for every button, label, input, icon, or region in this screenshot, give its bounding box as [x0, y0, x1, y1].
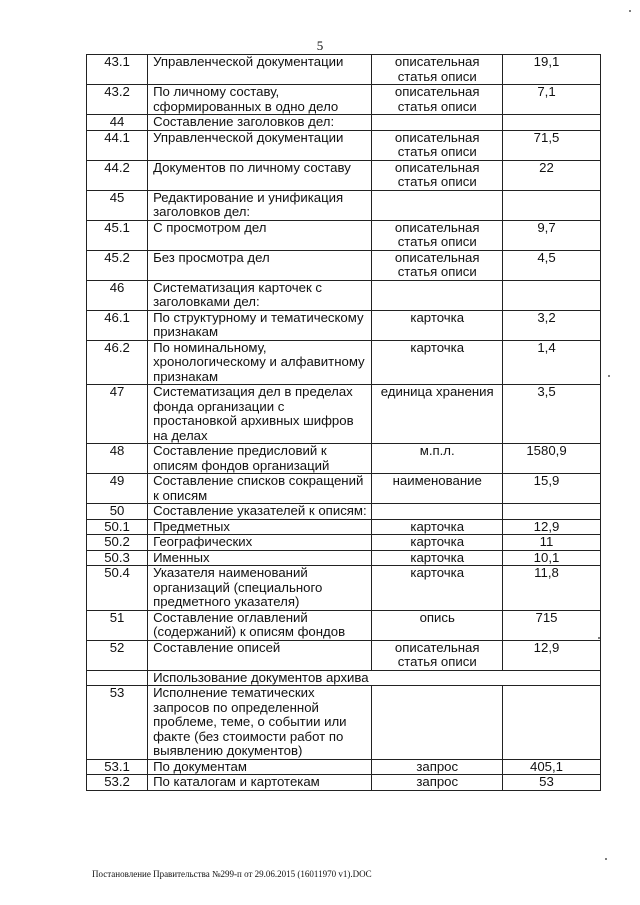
- work-title: Составление указателей к описям:: [148, 504, 372, 520]
- table-body: [87, 55, 601, 791]
- work-title: По каталогам и картотекам: [148, 775, 372, 791]
- measurement-unit: [372, 280, 503, 310]
- norm-value: 12,9: [503, 519, 601, 535]
- measurement-unit: описательная статья описи: [372, 250, 503, 280]
- table-row: [87, 190, 601, 220]
- work-title: Именных: [148, 550, 372, 566]
- norm-value: 7,1: [503, 85, 601, 115]
- work-title: Исполнение тематических запросов по определенной проблеме, теме, о событии или факте (без стоимости работ по выявлению документов): [148, 686, 372, 760]
- table-row: [87, 640, 601, 670]
- work-title: По структурному и тематическому признакам: [148, 310, 372, 340]
- measurement-unit: наименование: [372, 474, 503, 504]
- norm-value: [503, 190, 601, 220]
- row-number: 49: [87, 474, 148, 504]
- work-title: Предметных: [148, 519, 372, 535]
- row-number: 50.2: [87, 535, 148, 551]
- row-number: 50.4: [87, 566, 148, 611]
- measurement-unit: [372, 686, 503, 760]
- scan-speck: [629, 10, 631, 12]
- section-title: Использование документов архива: [148, 670, 601, 686]
- work-title: По документам: [148, 759, 372, 775]
- norm-value: 3,2: [503, 310, 601, 340]
- measurement-unit: запрос: [372, 759, 503, 775]
- norm-value: [503, 115, 601, 131]
- norm-value: 19,1: [503, 55, 601, 85]
- norm-value: 22: [503, 160, 601, 190]
- row-number: 53: [87, 686, 148, 760]
- norm-value: [503, 504, 601, 520]
- table-row: [87, 340, 601, 385]
- table-row: [87, 220, 601, 250]
- norm-value: [503, 280, 601, 310]
- measurement-unit: карточка: [372, 310, 503, 340]
- table-row: [87, 550, 601, 566]
- work-title: По номинальному, хронологическому и алфавитному признакам: [148, 340, 372, 385]
- measurement-unit: описательная статья описи: [372, 220, 503, 250]
- measurement-unit: описательная статья описи: [372, 130, 503, 160]
- measurement-unit: описательная статья описи: [372, 160, 503, 190]
- norm-value: 1,4: [503, 340, 601, 385]
- row-number: 45.2: [87, 250, 148, 280]
- table-row: [87, 610, 601, 640]
- row-number: 44.1: [87, 130, 148, 160]
- norm-value: 715: [503, 610, 601, 640]
- norm-value: [503, 686, 601, 760]
- table-row: [87, 250, 601, 280]
- norm-value: 12,9: [503, 640, 601, 670]
- row-number: 50.1: [87, 519, 148, 535]
- table-row: [87, 504, 601, 520]
- row-number: 43.2: [87, 85, 148, 115]
- work-title: Составление заголовков дел:: [148, 115, 372, 131]
- work-title: Составление оглавлений (содержаний) к описям фондов: [148, 610, 372, 640]
- work-title: Редактирование и унификация заголовков дел:: [148, 190, 372, 220]
- row-number: 45.1: [87, 220, 148, 250]
- measurement-unit: [372, 190, 503, 220]
- row-number: 46: [87, 280, 148, 310]
- measurement-unit: запрос: [372, 775, 503, 791]
- norm-value: 11: [503, 535, 601, 551]
- table-row: [87, 385, 601, 444]
- measurement-unit: карточка: [372, 566, 503, 611]
- work-title: С просмотром дел: [148, 220, 372, 250]
- measurement-unit: карточка: [372, 340, 503, 385]
- table-row: [87, 85, 601, 115]
- norm-value: 11,8: [503, 566, 601, 611]
- row-number: 50: [87, 504, 148, 520]
- row-number: 48: [87, 444, 148, 474]
- tariff-table: [86, 54, 601, 791]
- measurement-unit: единица хранения: [372, 385, 503, 444]
- table-row: [87, 55, 601, 85]
- measurement-unit: [372, 115, 503, 131]
- row-number: 51: [87, 610, 148, 640]
- row-number: 46.1: [87, 310, 148, 340]
- norm-value: 10,1: [503, 550, 601, 566]
- row-number: 44.2: [87, 160, 148, 190]
- norm-value: 53: [503, 775, 601, 791]
- work-title: Без просмотра дел: [148, 250, 372, 280]
- work-title: Управленческой документации: [148, 130, 372, 160]
- measurement-unit: [372, 504, 503, 520]
- table-section-row: [87, 670, 601, 686]
- work-title: Управленческой документации: [148, 55, 372, 85]
- work-title: Составление описей: [148, 640, 372, 670]
- table-row: [87, 115, 601, 131]
- table-row: [87, 775, 601, 791]
- measurement-unit: описательная статья описи: [372, 640, 503, 670]
- row-number: 52: [87, 640, 148, 670]
- row-number: 50.3: [87, 550, 148, 566]
- measurement-unit: описательная статья описи: [372, 55, 503, 85]
- work-title: Географических: [148, 535, 372, 551]
- table-row: [87, 519, 601, 535]
- work-title: Документов по личному составу: [148, 160, 372, 190]
- norm-value: 405,1: [503, 759, 601, 775]
- scan-speck: [598, 637, 600, 639]
- row-number: 53.1: [87, 759, 148, 775]
- norm-value: 3,5: [503, 385, 601, 444]
- table-row: [87, 444, 601, 474]
- row-number: [87, 670, 148, 686]
- row-number: 46.2: [87, 340, 148, 385]
- work-title: Систематизация карточек с заголовками дел:: [148, 280, 372, 310]
- table-row: [87, 474, 601, 504]
- page-number: 5: [316, 38, 324, 53]
- measurement-unit: карточка: [372, 519, 503, 535]
- table-row: [87, 759, 601, 775]
- table-row: [87, 130, 601, 160]
- measurement-unit: описательная статья описи: [372, 85, 503, 115]
- table-row: [87, 280, 601, 310]
- row-number: 45: [87, 190, 148, 220]
- norm-value: 71,5: [503, 130, 601, 160]
- work-title: Систематизация дел в пределах фонда организации с простановкой архивных шифров на делах: [148, 385, 372, 444]
- work-title: Составление предисловий к описям фондов организаций: [148, 444, 372, 474]
- footer-text: Постановление Правительства №299-п от 29.06.2015 (16011970 v1).DOC: [92, 869, 372, 879]
- norm-value: 4,5: [503, 250, 601, 280]
- row-number: 47: [87, 385, 148, 444]
- work-title: Указателя наименований организаций (специального предметного указателя): [148, 566, 372, 611]
- row-number: 43.1: [87, 55, 148, 85]
- row-number: 53.2: [87, 775, 148, 791]
- scan-speck: [608, 375, 610, 377]
- measurement-unit: м.п.л.: [372, 444, 503, 474]
- table-row: [87, 535, 601, 551]
- work-title: По личному составу, сформированных в одно дело: [148, 85, 372, 115]
- table-row: [87, 686, 601, 760]
- row-number: 44: [87, 115, 148, 131]
- work-title: Составление списков сокращений к описям: [148, 474, 372, 504]
- measurement-unit: карточка: [372, 535, 503, 551]
- scan-speck: [605, 858, 607, 860]
- measurement-unit: карточка: [372, 550, 503, 566]
- table-row: [87, 160, 601, 190]
- measurement-unit: опись: [372, 610, 503, 640]
- table-row: [87, 310, 601, 340]
- norm-value: 9,7: [503, 220, 601, 250]
- norm-value: 15,9: [503, 474, 601, 504]
- norm-value: 1580,9: [503, 444, 601, 474]
- table-row: [87, 566, 601, 611]
